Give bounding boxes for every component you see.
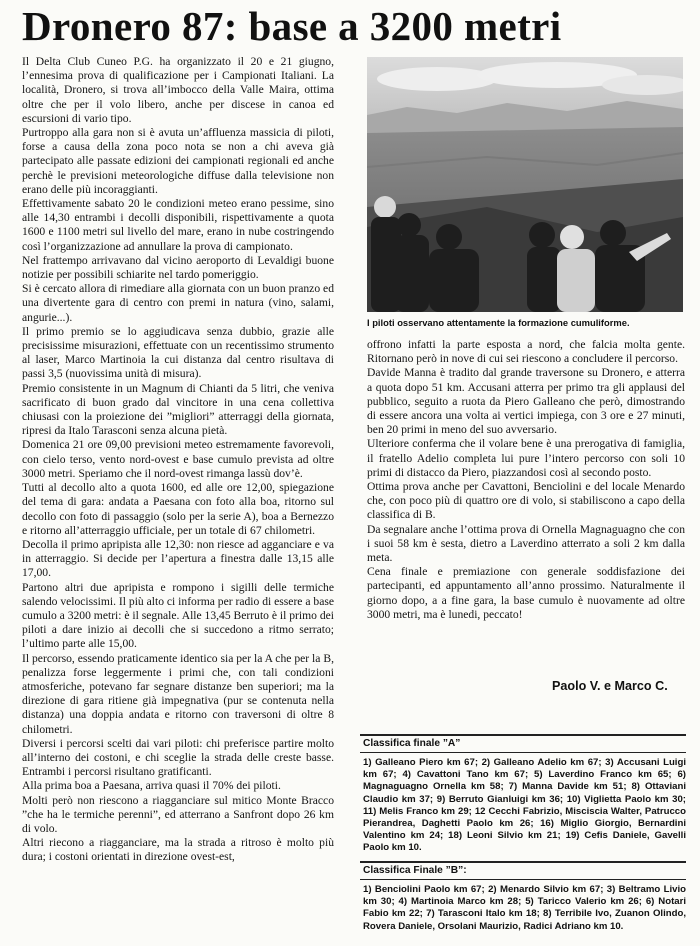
paragraph: Decolla il primo apripista alle 12,30: non riesce ad agganciare e va in atterraggio. Si decide per l’apertura a finestra dalle 13,15 alle 17,00. [22, 537, 334, 580]
results-title-a: Classifica finale ”A” [360, 734, 686, 753]
paragraph: Tutti al decollo alto a quota 1600, ed alle ore 12,00, spiegazione del tema di gara: andata a Paesana con foto alla boa, ritorno sul decollo con foto di passaggio (solo per la serie A), boa a Bernezzo e ritorno all’atterraggio ufficiale, per un totale di 67 chilometri. [22, 481, 334, 537]
paragraph: Il percorso, essendo praticamente identico sia per la A che per la B, penalizza forse leggermente i primi che, con tali condizioni atmosferiche, potevano far segnare distanze ben superiori; ma la direzione di gara ritiene già impegnativa (pur se contenuta nella distanza) una doppia andata e ritorno con traversoni di oltre 8 chilometri. [22, 651, 334, 736]
paragraph: Nel frattempo arrivavano dal vicino aeroporto di Levaldigi buone notizie per possibili schiarite nel tardo pomeriggio. [22, 253, 334, 282]
paragraph: Premio consistente in un Magnum di Chianti da 5 litri, che veniva sacrificato di buon grado dal vincitore in una cena collettiva chiusasi con la proiezione dei ”migliori” atterraggi della giornata, ripresi da Italo Tarasconi senza alcuna pietà. [22, 381, 334, 438]
paragraph: Il primo premio se lo aggiudicava senza dubbio, grazie alle precisissime misurazioni, effettuate con un recentissimo strumento al laser, Marco Martinoia la cui distanza dal centro risultava di passi 3,5 (nuovissima unità di misura). [22, 324, 334, 381]
paragraph: offrono infatti la parte esposta a nord, che falcia molta gente. Ritornano però in nove di cui sei riescono a concludere il percorso. [367, 338, 685, 366]
paragraph: Domenica 21 ore 09,00 previsioni meteo estremamente favorevoli, con cielo terso, vento nord-ovest e base cumulo prevista ad oltre 3000 metri. Speriamo che il nord-ovest rimanga lassù dov’è. [22, 438, 334, 480]
paragraph: Diversi i percorsi scelti dai vari piloti: chi preferisce partire molto all’interno dei costoni, e chi sceglie la strada delle creste basse. Entrambi i percorsi risultano gratificanti. [22, 736, 334, 779]
right-column [367, 338, 685, 622]
paragraph: Molti però non riescono a riagganciare sul mitico Monte Bracco ”che ha le termiche perenni”, ed atterrano a Sanfront dopo 26 km di volo. [22, 793, 334, 835]
results-box-a [360, 734, 686, 855]
paragraph: Si è cercato allora di rimediare alla giornata con un buon pranzo ed una divertente gara di centro con premi in natura (vino, salami, angurie...). [22, 282, 334, 324]
paragraph: Davide Manna è tradito dal grande traversone su Dronero, e atterra a quota dopo 51 km. Accusani atterra per primo tra gli applausi del pubblico, seguito a ruota da Piero Galleano che però, dimostrando di essere ancora una volta ai vertici impiega, con 3 ore e 27 minuti, ben 20 primi in meno del suo avversario. [367, 366, 685, 437]
author-signature: Paolo V. e Marco C. [552, 679, 668, 693]
paragraph: Da segnalare anche l’ottima prova di Ornella Magnaguagno che con i suoi 58 km è sesta, dietro a Laverdino atterrato a soli 2 km dalla meta. [367, 522, 685, 565]
paragraph: Il Delta Club Cuneo P.G. ha organizzato il 20 e 21 giugno, l’ennesima prova di qualificazione per i Campionati Italiani. La località, Dronero, si trova all’imbocco della Valle Maira, ottima oltre che per il volo libero, anche per discese in canoa ed escursioni di vario tipo. [22, 55, 334, 125]
paragraph: Purtroppo alla gara non si è avuta un’affluenza massicia di piloti, forse a causa della zona poco nota se non a chi aveva già partecipato alle passate edizioni dei campionati regionali ed anche perchè le previsioni meteorologiche diffuse dalla televisione non erano delle più incoraggianti. [22, 126, 334, 196]
paragraph: Ottima prova anche per Cavattoni, Benciolini e del locale Menardo che, con poco più di quattro ore di volo, si stabiliscono a capo della classifica di B. [367, 480, 685, 522]
paragraph: Effettivamente sabato 20 le condizioni meteo erano pessime, sino alle 14,30 entrambi i decolli disponibili, rispettivamente a quota 1600 e 1100 metri sul livello del mare, erano in nube costringendo così l’organizzazione ad annullare la prova di campionato. [22, 197, 334, 253]
results-box-b [360, 861, 686, 933]
results-list-b: 1) Benciolini Paolo km 67; 2) Menardo Silvio km 67; 3) Beltramo Livio km 30; 4) Martinoia Marco km 28; 5) Taricco Valerio km 26; 6) Notari Fabio km 22; 7) Tarasconi Italo km 18; 8) Terribile Ivo, Zuanon Olindo, Rovera Daniele, Orsolani Maurizio, Radici Adriano km 10. [363, 884, 686, 932]
paragraph: Ulteriore conferma che il volare bene è una prerogativa di famiglia, il fratello Adelio completa lui pure l’intero percorso con soli 10 primi di distacco da Piero, piazzandosi così al secondo posto. [367, 437, 685, 479]
headline: Dronero 87: base a 3200 metri [22, 3, 562, 49]
results-list-a: 1) Galleano Piero km 67; 2) Galleano Adelio km 67; 3) Accusani Luigi km 67; 4) Cavattoni Tano km 67; 5) Laverdino Franco km 65; 6) Magnaguagno Ornella km 58; 7) Manna Davide km 51; 8) Ottaviani Claudio km 37; 9) Berruto Gianluigi km 36; 10) Viglietta Paolo km 30; 11) Melis Franco km 29; 12 Cecchi Fabrizio, Misciscia Walter, Patrucco Pierandrea, Daghetti Paolo km 26; 16) Miglio Giorgio, Bernardini Valentino km 24; 18) Leoni Silvio km 21; 19) Cefis Daniele, Gavelli Paolo km 10. [363, 757, 686, 854]
photo-caption: I piloti osservano attentamente la formazione cumuliforme. [367, 317, 630, 328]
paragraph: Alla prima boa a Paesana, arriva quasi il 70% dei piloti. [22, 779, 281, 793]
paragraph: Partono altri due apripista e rompono i sigilli delle termiche salendo velocissimi. Il più alto ci informa per radio di essere a base cumulo a 3200 metri: è il segnale. Alle 13,45 Berruto è il primo dei piloti a dare inizio ai decolli che si succedono a ritmo serrato; l’ultimo parte alle 15,00. [22, 580, 334, 651]
paragraph: Altri riecono a riagganciare, ma la strada a ritroso è molto più dura; i costoni orientati in direzione ovest-est, [22, 836, 334, 864]
pilots-photo [367, 57, 683, 312]
left-column [22, 55, 334, 865]
paragraph: Cena finale e premiazione con generale soddisfazione dei partecipanti, ed appuntamento all’anno prossimo. Naturalmente il giorno dopo, a a fine gara, la base cumulo è nuovamente ad oltre 3000 metri, ma è lunedi, peccato! [367, 565, 685, 621]
results-title-b: Classifica Finale ”B”: [360, 861, 686, 880]
